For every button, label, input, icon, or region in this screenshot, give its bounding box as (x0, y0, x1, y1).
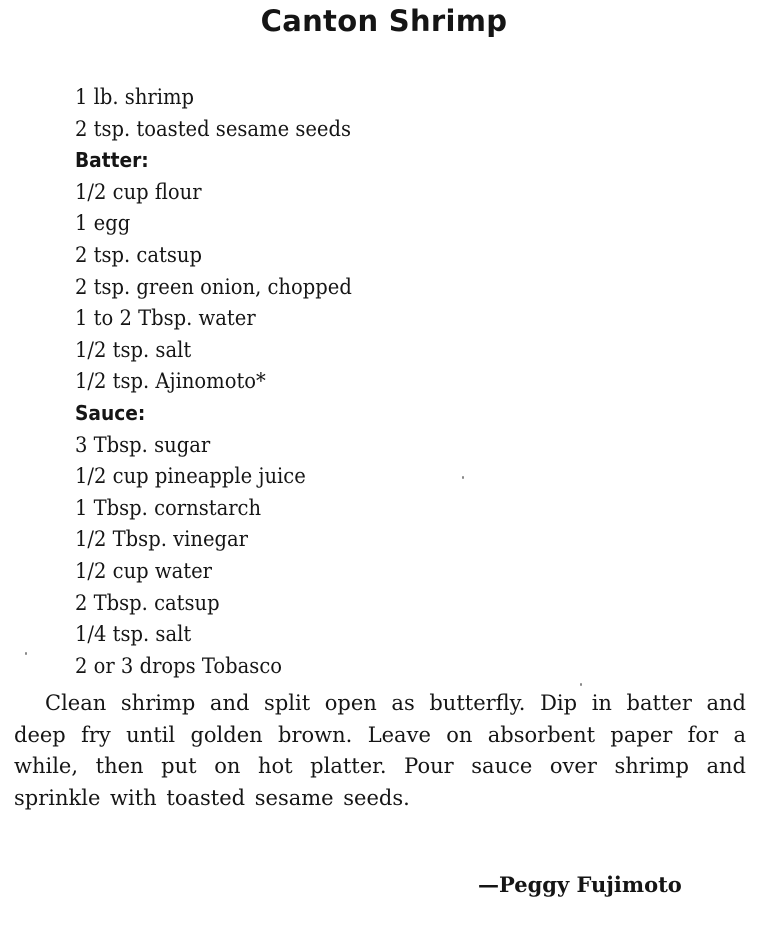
ingredient-item: 2 tsp. catsup (75, 242, 202, 267)
recipe-attribution: —Peggy Fujimoto (478, 872, 682, 897)
ingredient-item: 2 or 3 drops Tobasco (75, 653, 283, 678)
ingredient-item: 1 to 2 Tbsp. water (75, 306, 256, 331)
ingredient-item: 3 Tbsp. sugar (75, 432, 211, 457)
print-speck (580, 683, 582, 686)
ingredient-item: 1 lb. shrimp (75, 85, 195, 109)
ingredient-item: 1/2 Tbsp. vinegar (75, 527, 249, 552)
ingredient-list (75, 82, 352, 682)
section-heading-batter: Batter: (75, 148, 149, 173)
ingredient-item: 1/2 cup flour (75, 179, 202, 204)
print-speck (25, 652, 27, 655)
ingredient-item: 1/2 cup pineapple juice (75, 464, 306, 489)
ingredient-item: 1 Tbsp. cornstarch (75, 495, 262, 520)
recipe-title: Canton Shrimp (260, 4, 508, 38)
ingredient-item: 1/2 cup water (75, 558, 212, 583)
print-speck (462, 476, 464, 479)
recipe-directions: Clean shrimp and split open as butterfly. Dip in batter and deep fry until golden brown. Leave on absorbent paper for a while, then put on hot platter. Pour sauce over shrimp and sprinkle with toasted sesame seeds. (14, 691, 746, 810)
section-heading-sauce: Sauce: (75, 400, 146, 425)
ingredient-item: 1/2 tsp. salt (75, 337, 192, 362)
ingredient-item: 2 tsp. green onion, chopped (75, 274, 352, 299)
ingredient-item: 1/2 tsp. Ajinomoto* (75, 369, 266, 394)
ingredient-item: 1/4 tsp. salt (75, 622, 192, 647)
ingredient-item: 1 egg (75, 211, 131, 236)
ingredient-item: 2 Tbsp. catsup (75, 590, 220, 615)
ingredient-item: 2 tsp. toasted sesame seeds (75, 116, 352, 141)
